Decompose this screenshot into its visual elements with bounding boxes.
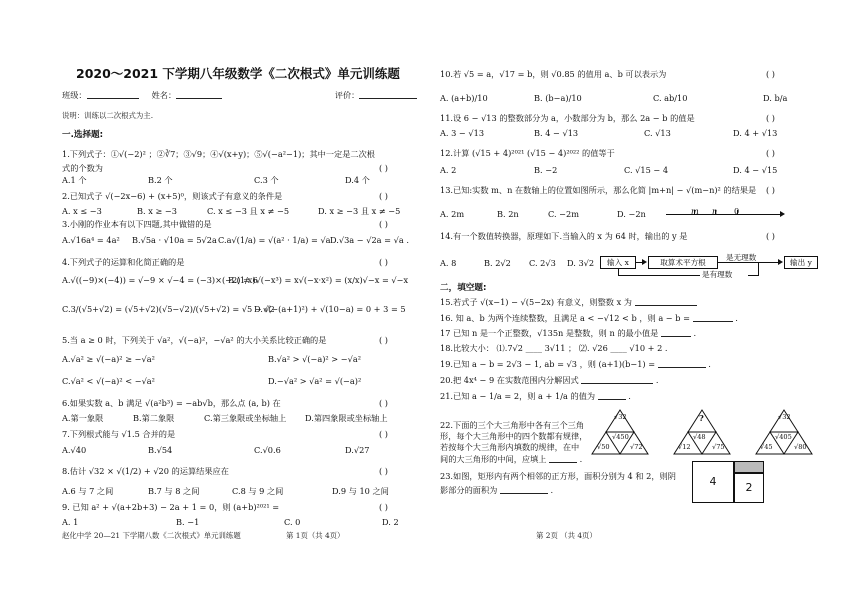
q9-option-b[interactable]: B. −1 — [176, 517, 200, 527]
score-field[interactable] — [359, 91, 417, 99]
q11-option-c[interactable]: C. √13 — [644, 128, 671, 138]
question-22-line2: 形，每个大三角形中的四个数都有规律， — [440, 431, 588, 441]
q2-option-c[interactable]: C. x ≤ −3 且 x ≠ −5 — [207, 206, 290, 216]
q7-option-d[interactable]: D.√27 — [345, 445, 370, 455]
q14-option-a[interactable]: A. 8 — [440, 258, 457, 268]
q2-option-b[interactable]: B. x ≥ −3 — [137, 206, 177, 216]
q10-option-a[interactable]: A. (a+b)/10 — [440, 93, 488, 103]
tri3-left: √45 — [760, 443, 773, 451]
question-8: 8.估计 √32 × √(1/2) + √20 的运算结果应在 — [62, 466, 229, 476]
q8-option-d[interactable]: D.9 与 10 之间 — [332, 486, 389, 496]
answer-blank[interactable] — [635, 298, 697, 306]
q5-option-d[interactable]: D.−√a² > √a² = √(−a)² — [268, 376, 362, 386]
question-1: 1.下列式子：①√(−2)² ；②∛7；③√9；④√(x+y)；⑤√(−a²−1)；其中一定是二次根 — [62, 149, 375, 159]
question-4: 4.下列式子的运算和化简正确的是 — [62, 257, 185, 267]
q12-option-c[interactable]: C. √15 − 4 — [624, 165, 669, 175]
tri2-center: √48 — [693, 433, 706, 441]
question-13: 13.已知:实数 m、n 在数轴上的位置如图所示，那么化简 |m+n| − √(m−n)² 的结果是 — [440, 185, 757, 195]
name-field[interactable] — [176, 91, 222, 99]
question-9: 9. 已知 a² + √(a+2b+3) − 2a + 1 = 0，则 (a+b)²⁰²¹ = — [62, 502, 280, 512]
answer-paren[interactable]: ( ) — [379, 466, 388, 476]
question-17: 17 已知 n 是一个正整数，√135n 是整数，则 n 的最小值是 . — [440, 328, 697, 338]
q5-option-b[interactable]: B.√a² > √(−a)² > −√a² — [268, 354, 362, 364]
question-19: 19.已知 a − b = 2√3 − 1, ab = √3 ，则 (a+1)(b−1) = . — [440, 359, 711, 369]
q3-option-d[interactable]: D.√3a − √2a = √a . — [330, 235, 409, 245]
tri2-top: ? — [699, 413, 704, 423]
q1-option-a[interactable]: A.1 个 — [62, 175, 87, 185]
q3-option-a[interactable]: A.√16a⁴ = 4a² — [62, 235, 120, 245]
q9-option-d[interactable]: D. 2 — [382, 517, 399, 527]
tri1-center: √450 — [612, 433, 629, 441]
question-3: 3.小刚的作业本有以下四题,其中做错的是 — [62, 219, 212, 229]
answer-blank[interactable] — [658, 360, 706, 368]
answer-paren[interactable]: ( ) — [379, 257, 388, 267]
q13-option-d[interactable]: D. −2n — [617, 209, 646, 219]
answer-paren[interactable]: ( ) — [766, 69, 775, 79]
tri2-right: √75 — [712, 443, 725, 451]
q20-text: 20.把 4x⁴ − 9 在实数范围内分解因式 — [440, 375, 579, 385]
section-fill: 二，填空题: — [440, 283, 487, 293]
flow-connector — [618, 275, 700, 276]
q11-option-b[interactable]: B. 4 − √13 — [534, 128, 579, 138]
q1-option-b[interactable]: B.2 个 — [148, 175, 173, 185]
question-22-line4: 间的大三角形的中间，应填上 . — [440, 454, 583, 464]
question-10: 10.若 √5 = a，√17 = b，则 √0.85 的值用 a、b 可以表示为 — [440, 69, 667, 79]
flow-connector — [748, 275, 758, 276]
page-title: 2020～2021 下学期八年级数学《二次根式》单元训练题 — [76, 66, 400, 81]
answer-paren[interactable]: ( ) — [766, 231, 775, 241]
answer-paren[interactable]: ( ) — [379, 191, 388, 201]
tri1-right: √72 — [630, 443, 643, 451]
flow-irrational-label: 是无理数 — [726, 253, 757, 262]
answer-blank[interactable] — [661, 329, 691, 337]
score-label: 评价： — [334, 90, 360, 100]
q12-option-b[interactable]: B. −2 — [534, 165, 558, 175]
answer-blank[interactable] — [500, 486, 548, 494]
q8-option-b[interactable]: B.7 与 8 之间 — [148, 486, 200, 496]
flow-connector — [718, 262, 780, 263]
answer-paren[interactable]: ( ) — [766, 113, 775, 123]
q8-option-c[interactable]: C.8 与 9 之间 — [232, 486, 284, 496]
flow-rational-label: 是有理数 — [702, 270, 733, 279]
q23-text: 影部分的面积为 — [440, 485, 498, 495]
q9-option-a[interactable]: A. 1 — [62, 517, 79, 527]
q1-option-c[interactable]: C.3 个 — [254, 175, 279, 185]
q11-option-a[interactable]: A. 3 − √13 — [440, 128, 485, 138]
q22-text: 间的大三角形的中间，应填上 — [440, 454, 547, 464]
q7-option-b[interactable]: B.√54 — [148, 445, 173, 455]
q14-option-b[interactable]: B. 2√2 — [484, 258, 511, 268]
question-12: 12.计算 (√15 + 4)²⁰²¹ (√15 − 4)²⁰²² 的值等于 — [440, 148, 615, 158]
flow-connector — [758, 262, 759, 276]
footer-school: 赵化中学 20—21 下学期八数《二次根式》单元训练题 — [62, 531, 241, 540]
question-22-line3: 若按每个大三角形内填数的规律，在中 — [440, 442, 580, 452]
answer-paren[interactable]: ( ) — [766, 148, 775, 158]
q2-option-a[interactable]: A. x ≤ −3 — [62, 206, 102, 216]
q16-text: 16. 知 a、b 为两个连续整数，且满足 a < −√12 < b ，则 a − b = — [440, 313, 690, 323]
answer-blank[interactable] — [693, 314, 733, 322]
flow-arrow — [778, 259, 783, 265]
q13-option-b[interactable]: B. 2n — [497, 209, 519, 219]
q6-option-a[interactable]: A.第一象限 — [62, 413, 104, 423]
q14-option-c[interactable]: C. 2√3 — [529, 258, 556, 268]
q6-option-b[interactable]: B.第二象限 — [133, 413, 175, 423]
note: 说明：训练以二次根式为主. — [62, 111, 154, 120]
question-16: 16. 知 a、b 为两个连续整数，且满足 a < −√12 < b ，则 a − b = . — [440, 313, 738, 323]
question-1-cont: 式的个数为 — [62, 163, 103, 173]
q10-option-d[interactable]: D. b/a — [763, 93, 788, 103]
tri2-left: √12 — [678, 443, 691, 451]
class-field[interactable] — [87, 91, 139, 99]
question-23: 23.如图，矩形内有两个相邻的正方形，面积分别为 4 和 2，则阴 — [440, 471, 676, 481]
answer-paren[interactable]: ( ) — [379, 429, 388, 439]
q3-option-c[interactable]: C.a√(1/a) = √(a² · 1/a) = √a — [218, 235, 331, 245]
q3-option-b[interactable]: B.√5a · √10a = 5√2a — [132, 235, 217, 245]
answer-paren[interactable]: ( ) — [379, 502, 388, 512]
q13-option-c[interactable]: C. −2m — [548, 209, 580, 219]
question-5: 5.当 a ≥ 0 时，下列关于 √a²，√(−a)²，−√a² 的大小关系比较正确的是 — [62, 335, 327, 345]
q10-option-b[interactable]: B. (b−a)/10 — [534, 93, 582, 103]
tri3-top: √32 — [778, 413, 791, 421]
q8-option-a[interactable]: A.6 与 7 之间 — [62, 486, 114, 496]
question-22: 22.下面的三个大三角形中各有三个三角 — [440, 420, 585, 430]
question-2: 2.已知式子 √(−2x−6) + (x+5)⁰，则该式子有意义的条件是 — [62, 191, 283, 201]
q13-option-a[interactable]: A. 2m — [440, 209, 465, 219]
answer-paren[interactable]: ( ) — [379, 398, 388, 408]
info-row — [62, 91, 417, 101]
question-14: 14.有一个数值转换器，原理如下.当输入的 x 为 64 时，输出的 y 是 — [440, 231, 688, 241]
answer-paren[interactable]: ( ) — [379, 335, 388, 345]
question-6: 6.如果实数 a、b 满足 √(a²b³) = −ab√b，那么点 (a, b) 在 — [62, 398, 281, 408]
number-line-axis — [666, 214, 782, 215]
answer-blank[interactable] — [581, 376, 653, 384]
question-20: 20.把 4x⁴ − 9 在实数范围内分解因式 . — [440, 375, 659, 385]
q19-text: 19.已知 a − b = 2√3 − 1, ab = √3 ，则 (a+1)(b−1) = — [440, 359, 656, 369]
q11-option-d[interactable]: D. 4 + √13 — [733, 128, 778, 138]
q12-option-d[interactable]: D. 4 − √15 — [733, 165, 778, 175]
q21-text: 21.已知 a − 1/a = 2，则 a + 1/a 的值为 — [440, 391, 596, 401]
tri3-center: √405 — [775, 433, 792, 441]
q4-option-c[interactable]: C.3/(√5+√2) = (√5+√2)(√5−√2)/(√5+√2) = √5 − √2 — [62, 304, 275, 314]
q7-option-c[interactable]: C.√0.6 — [254, 445, 281, 455]
answer-paren[interactable]: ( ) — [379, 163, 388, 173]
question-18: 18.比较大小： ⑴.7√2 ____ 3√11 ； ⑵. √26 ____ √10 + 2 . — [440, 343, 668, 353]
right-page — [430, 0, 860, 607]
tri1-top: √32 — [614, 413, 627, 421]
q4-option-b[interactable]: B.(1/x)√(−x³) = x√(−x·x²) = (x/x)√−x = √−x — [228, 275, 409, 285]
class-label: 班级： — [62, 90, 87, 100]
q12-option-a[interactable]: A. 2 — [440, 165, 457, 175]
q1-option-d[interactable]: D.4 个 — [345, 175, 370, 185]
answer-blank[interactable] — [598, 392, 626, 400]
q15-text: 15.若式子 √(x−1) − √(5−2x) 有意义，则整数 x 为 — [440, 297, 632, 307]
square-area-2: 2 — [734, 473, 764, 503]
q9-option-c[interactable]: C. 0 — [284, 517, 301, 527]
number-line-arrow — [780, 211, 785, 217]
q2-option-d[interactable]: D. x ≥ −3 且 x ≠ −5 — [318, 206, 401, 216]
question-21: 21.已知 a − 1/a = 2，则 a + 1/a 的值为 . — [440, 391, 631, 401]
q4-option-a[interactable]: A.√((−9)×(−4)) = √−9 × √−4 = (−3)×(−2) = 6 — [62, 275, 258, 285]
tri3-right: √80 — [794, 443, 807, 451]
square-area-4: 4 — [692, 461, 734, 503]
question-11: 11.设 6 − √13 的整数部分为 a，小数部分为 b，那么 2a − b 的值是 — [440, 113, 695, 123]
label-m: m — [691, 206, 699, 216]
rect-remainder — [764, 461, 820, 503]
q5-option-a[interactable]: A.√a² ≥ √(−a)² ≥ −√a² — [62, 354, 155, 364]
question-23-line2: 影部分的面积为 . — [440, 485, 554, 495]
answer-paren[interactable]: ( ) — [379, 219, 388, 229]
flow-input-box: 输入 x — [600, 256, 636, 269]
answer-blank[interactable] — [549, 455, 577, 463]
q14-option-d[interactable]: D. 3√2 — [567, 258, 595, 268]
tri1-left: √50 — [597, 443, 610, 451]
flow-arrow — [642, 259, 647, 265]
flow-process-box: 取算术平方根 — [648, 256, 718, 269]
label-zero: 0 — [734, 206, 740, 216]
label-n: n — [712, 206, 718, 216]
question-7: 7.下列根式能与 √1.5 合并的是 — [62, 429, 176, 439]
q6-option-d[interactable]: D.第四象限或坐标轴上 — [305, 413, 388, 423]
q17-text: 17 已知 n 是一个正整数，√135n 是整数，则 n 的最小值是 — [440, 328, 659, 338]
answer-paren[interactable]: ( ) — [766, 185, 775, 195]
footer-page-number: 第 1页（共 4页） — [286, 531, 345, 540]
q10-option-c[interactable]: C. ab/10 — [653, 93, 688, 103]
q5-option-c[interactable]: C.√a² < √(−a)² < −√a² — [62, 376, 155, 386]
q7-option-a[interactable]: A.√40 — [62, 445, 87, 455]
q4-option-d[interactable]: D.√(−(a+1)²) + √(10−a) = 0 + 3 = 5 — [254, 304, 406, 314]
shaded-region — [734, 461, 764, 473]
name-label: 姓名： — [151, 90, 177, 100]
flow-output-box: 输出 y — [784, 256, 818, 269]
section-choice: 一.选择题: — [62, 130, 104, 140]
question-15 — [440, 298, 697, 308]
q6-option-c[interactable]: C.第三象限或坐标轴上 — [204, 413, 287, 423]
footer-page-number: 第 2页 （共 4页） — [536, 531, 597, 540]
